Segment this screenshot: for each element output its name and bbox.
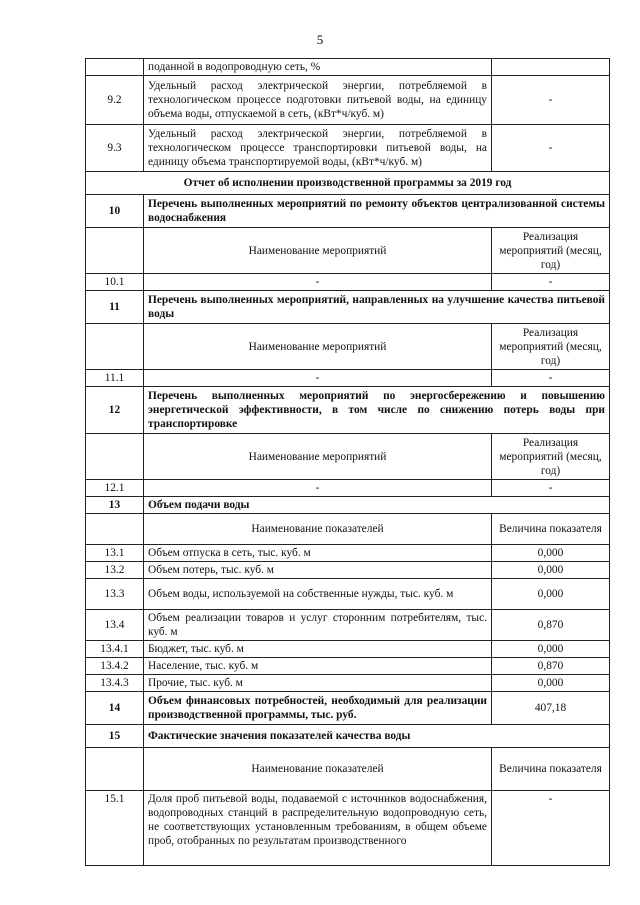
section-header: [86, 195, 610, 228]
section-title: Фактические значения показателей качества воды: [144, 725, 610, 748]
table-row: [86, 480, 610, 497]
row-value: 0,870: [492, 610, 610, 641]
row-number: 9.2: [86, 76, 144, 125]
row-value: -: [492, 125, 610, 172]
column-header-name: Наименование мероприятий: [144, 434, 492, 480]
section-value: 407,18: [492, 692, 610, 725]
section-number: 15: [86, 725, 144, 748]
table-row: [86, 76, 610, 125]
table-row: [86, 791, 610, 866]
column-header-row: [86, 228, 610, 274]
section-header: [86, 725, 610, 748]
row-value: [492, 59, 610, 76]
column-header-row: [86, 324, 610, 370]
column-header-row: [86, 434, 610, 480]
row-number: 10.1: [86, 274, 144, 291]
row-text: -: [144, 274, 492, 291]
empty-cell: [86, 514, 144, 545]
section-title: Перечень выполненных мероприятий по энергосбережению и повышению энергетической эффективности, в том числе по снижению потерь воды при транспортировке: [144, 387, 610, 434]
column-header-implementation: Реализация мероприятий (месяц, год): [492, 324, 610, 370]
row-value: 0,000: [492, 675, 610, 692]
column-header-row: [86, 748, 610, 791]
row-text: поданной в водопроводную сеть, %: [144, 59, 492, 76]
column-header-name: Наименование мероприятий: [144, 228, 492, 274]
row-value: 0,000: [492, 579, 610, 610]
row-number: 13.4.2: [86, 658, 144, 675]
row-value: 0,000: [492, 641, 610, 658]
empty-cell: [86, 748, 144, 791]
column-header-value: Величина показателя: [492, 514, 610, 545]
row-number: 11.1: [86, 370, 144, 387]
row-value: 0,000: [492, 545, 610, 562]
row-number: 15.1: [86, 791, 144, 866]
row-number: 13.3: [86, 579, 144, 610]
section-header: [86, 387, 610, 434]
section-title: Перечень выполненных мероприятий, направленных на улучшение качества питьевой воды: [144, 291, 610, 324]
column-header-name: Наименование мероприятий: [144, 324, 492, 370]
page-number: 5: [316, 32, 324, 47]
section-header: [86, 692, 610, 725]
table-row: [86, 562, 610, 579]
section-title: Объем подачи воды: [144, 497, 610, 514]
section-header: [86, 291, 610, 324]
section-number: 11: [86, 291, 144, 324]
row-number: 13.4.1: [86, 641, 144, 658]
table-row: [86, 641, 610, 658]
column-header-implementation: Реализация мероприятий (месяц, год): [492, 434, 610, 480]
row-text: Бюджет, тыс. куб. м: [144, 641, 492, 658]
section-title: Перечень выполненных мероприятий по ремонту объектов централизованной системы водоснабжения: [144, 195, 610, 228]
row-value: -: [492, 76, 610, 125]
row-text: Объем реализации товаров и услуг сторонним потребителям, тыс. куб. м: [144, 610, 492, 641]
report-table: [85, 58, 610, 866]
row-text: Прочие, тыс. куб. м: [144, 675, 492, 692]
empty-cell: [86, 324, 144, 370]
empty-cell: [86, 228, 144, 274]
table-row: [86, 579, 610, 610]
row-value: -: [492, 274, 610, 291]
report-title: Отчет об исполнении производственной программы за 2019 год: [86, 172, 610, 195]
table-row: [86, 610, 610, 641]
empty-cell: [86, 434, 144, 480]
section-number: 10: [86, 195, 144, 228]
table-row: [86, 675, 610, 692]
column-header-value: Величина показателя: [492, 748, 610, 791]
row-text: Доля проб питьевой воды, подаваемой с источников водоснабжения, водопроводных станций в распределительную водопроводную сеть, не соответствующих установленным требованиям, в общем объеме проб, отобранных по результатам производственного: [144, 791, 492, 866]
row-text: Удельный расход электрической энергии, потребляемой в технологическом процессе транспортировки питьевой воды, на единицу объема транспортируемой воды, (кВт*ч/куб. м): [144, 125, 492, 172]
section-header: [86, 497, 610, 514]
row-number: 13.4: [86, 610, 144, 641]
section-title: Объем финансовых потребностей, необходимый для реализации производственной программы, тыс. руб.: [144, 692, 492, 725]
row-text: Объем отпуска в сеть, тыс. куб. м: [144, 545, 492, 562]
row-value: -: [492, 370, 610, 387]
report-title-row: [86, 172, 610, 195]
row-text: Объем потерь, тыс. куб. м: [144, 562, 492, 579]
row-number: 13.1: [86, 545, 144, 562]
table-row: [86, 59, 610, 76]
column-header-name: Наименование показателей: [144, 748, 492, 791]
table-row: [86, 125, 610, 172]
row-number: 13.2: [86, 562, 144, 579]
row-text: Население, тыс. куб. м: [144, 658, 492, 675]
row-text: Удельный расход электрической энергии, потребляемой в технологическом процессе подготовки питьевой воды, на единицу объема воды, отпускаемой в сеть, (кВт*ч/куб. м): [144, 76, 492, 125]
section-number: 12: [86, 387, 144, 434]
table-row: [86, 658, 610, 675]
row-number: 12.1: [86, 480, 144, 497]
row-number: 9.3: [86, 125, 144, 172]
row-value: -: [492, 791, 610, 866]
table-row: [86, 370, 610, 387]
table-row: [86, 274, 610, 291]
section-number: 14: [86, 692, 144, 725]
row-text: -: [144, 480, 492, 497]
column-header-name: Наименование показателей: [144, 514, 492, 545]
row-value: 0,000: [492, 562, 610, 579]
section-number: 13: [86, 497, 144, 514]
row-text: Объем воды, используемой на собственные нужды, тыс. куб. м: [144, 579, 492, 610]
row-number: 13.4.3: [86, 675, 144, 692]
row-value: -: [492, 480, 610, 497]
row-value: 0,870: [492, 658, 610, 675]
row-number: [86, 59, 144, 76]
row-text: -: [144, 370, 492, 387]
table-row: [86, 545, 610, 562]
column-header-row: [86, 514, 610, 545]
column-header-implementation: Реализация мероприятий (месяц, год): [492, 228, 610, 274]
